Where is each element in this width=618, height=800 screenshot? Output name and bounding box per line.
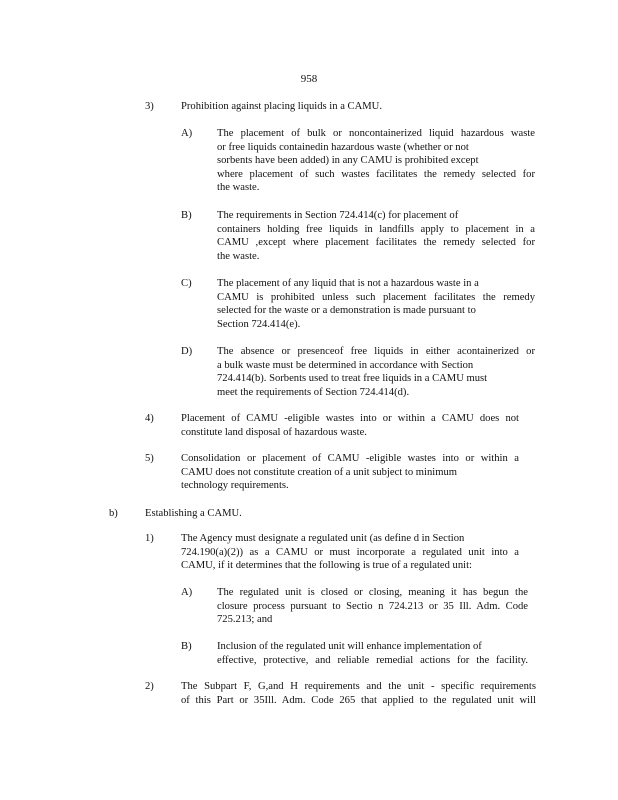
item-text	[181, 452, 519, 493]
text-line: where placement of such wastes facilitates the remedy selected for	[217, 168, 535, 180]
item-marker: 5)	[145, 453, 154, 464]
text-line: of this Part or 35Ill. Adm. Code 265 that applied to the regulated unit will	[181, 694, 536, 706]
item-marker: C)	[181, 278, 192, 289]
text-line: technology requirements.	[181, 480, 289, 492]
text-line: The requirements in Section 724.414(c) for placement of	[217, 210, 459, 221]
text-line: CAMU, if it determines that the following is true of a regulated unit:	[181, 560, 472, 572]
item-marker: 3)	[145, 101, 154, 112]
item-marker: D)	[181, 346, 193, 357]
text-line: Placement of CAMU -eligible wastes into or within a CAMU does not	[181, 413, 519, 424]
item-text	[181, 412, 519, 439]
text-line: The Subpart F, G,and H requirements and the unit - specific requirements	[181, 681, 536, 692]
item-text	[217, 345, 535, 399]
text-line: The Agency must designate a regulated unit (as define d in Section	[181, 533, 465, 544]
page-number: 958	[300, 73, 318, 85]
item-marker: 2)	[145, 681, 154, 692]
text-line: 724.414(b). Sorbents used to treat free liquids in a CAMU must	[217, 373, 488, 385]
text-line: 725.213; and	[217, 614, 273, 626]
text-line: meet the requirements of Section 724.414(d).	[217, 386, 410, 398]
item-b-1	[0, 532, 618, 574]
text-line: a bulk waste must be determined in accordance with Section	[217, 359, 474, 371]
item-text	[217, 277, 535, 331]
text-line: CAMU is prohibited unless such placement facilitates the remedy	[217, 291, 535, 303]
item-3	[0, 100, 618, 114]
text-line: the waste.	[217, 250, 260, 262]
item-marker: A)	[181, 587, 193, 598]
text-line: sorbents have been added) in any CAMU is prohibited except	[217, 155, 479, 167]
item-text	[217, 640, 528, 667]
item-marker: b)	[109, 508, 118, 519]
text-line: Section 724.414(e).	[217, 318, 301, 330]
item-text	[217, 209, 535, 263]
text-line: the waste.	[217, 182, 260, 194]
item-marker: B)	[181, 210, 192, 221]
item-text	[181, 532, 519, 573]
item-b-2	[0, 680, 618, 708]
text-line: Inclusion of the regulated unit will enhance implementation of	[217, 641, 482, 652]
text-line: The placement of any liquid that is not a hazardous waste in a	[217, 278, 479, 289]
item-b	[0, 507, 618, 521]
item-text	[217, 127, 535, 195]
item-text	[217, 586, 528, 627]
item-3-c	[0, 277, 618, 333]
text-line: CAMU ,except where placement facilitates the remedy selected for	[217, 237, 535, 249]
item-b-1-b	[0, 640, 618, 668]
item-text	[181, 100, 406, 114]
text-line: The absence or presenceof free liquids in either acontainerized or	[217, 346, 535, 357]
item-marker: B)	[181, 641, 192, 652]
item-5	[0, 452, 618, 494]
text-line: The regulated unit is closed or closing, meaning it has begun the	[217, 587, 528, 598]
text-line: effective, protective, and reliable remedial actions for the facility.	[217, 654, 528, 666]
text-line: selected for the waste or a demonstration is made pursuant to	[217, 305, 476, 317]
text-line: The placement of bulk or noncontainerized liquid hazardous waste	[217, 128, 535, 139]
text-line: Prohibition against placing liquids in a CAMU.	[181, 101, 382, 112]
text-line: CAMU does not constitute creation of a unit subject to minimum	[181, 466, 457, 478]
item-b-1-a	[0, 586, 618, 628]
item-text	[181, 680, 536, 707]
item-4	[0, 412, 618, 440]
text-line: closure process pursuant to Sectio n 724.213 or 35 Ill. Adm. Code	[217, 600, 528, 612]
item-marker: A)	[181, 128, 193, 139]
item-3-d	[0, 345, 618, 401]
text-line: or free liquids containedin hazardous waste (whether or not	[217, 141, 469, 153]
text-line: Establishing a CAMU.	[145, 508, 242, 519]
text-line: containers holding free liquids in landfills apply to placement in a	[217, 223, 535, 235]
item-3-b	[0, 209, 618, 265]
text-line: 724.190(a)(2)) as a CAMU or must incorporate a regulated unit into a	[181, 546, 519, 558]
text-line: Consolidation or placement of CAMU -eligible wastes into or within a	[181, 453, 519, 464]
item-text	[145, 507, 295, 521]
text-line: constitute land disposal of hazardous waste.	[181, 426, 367, 438]
item-marker: 1)	[145, 533, 154, 544]
item-3-a	[0, 127, 618, 197]
item-marker: 4)	[145, 413, 154, 424]
